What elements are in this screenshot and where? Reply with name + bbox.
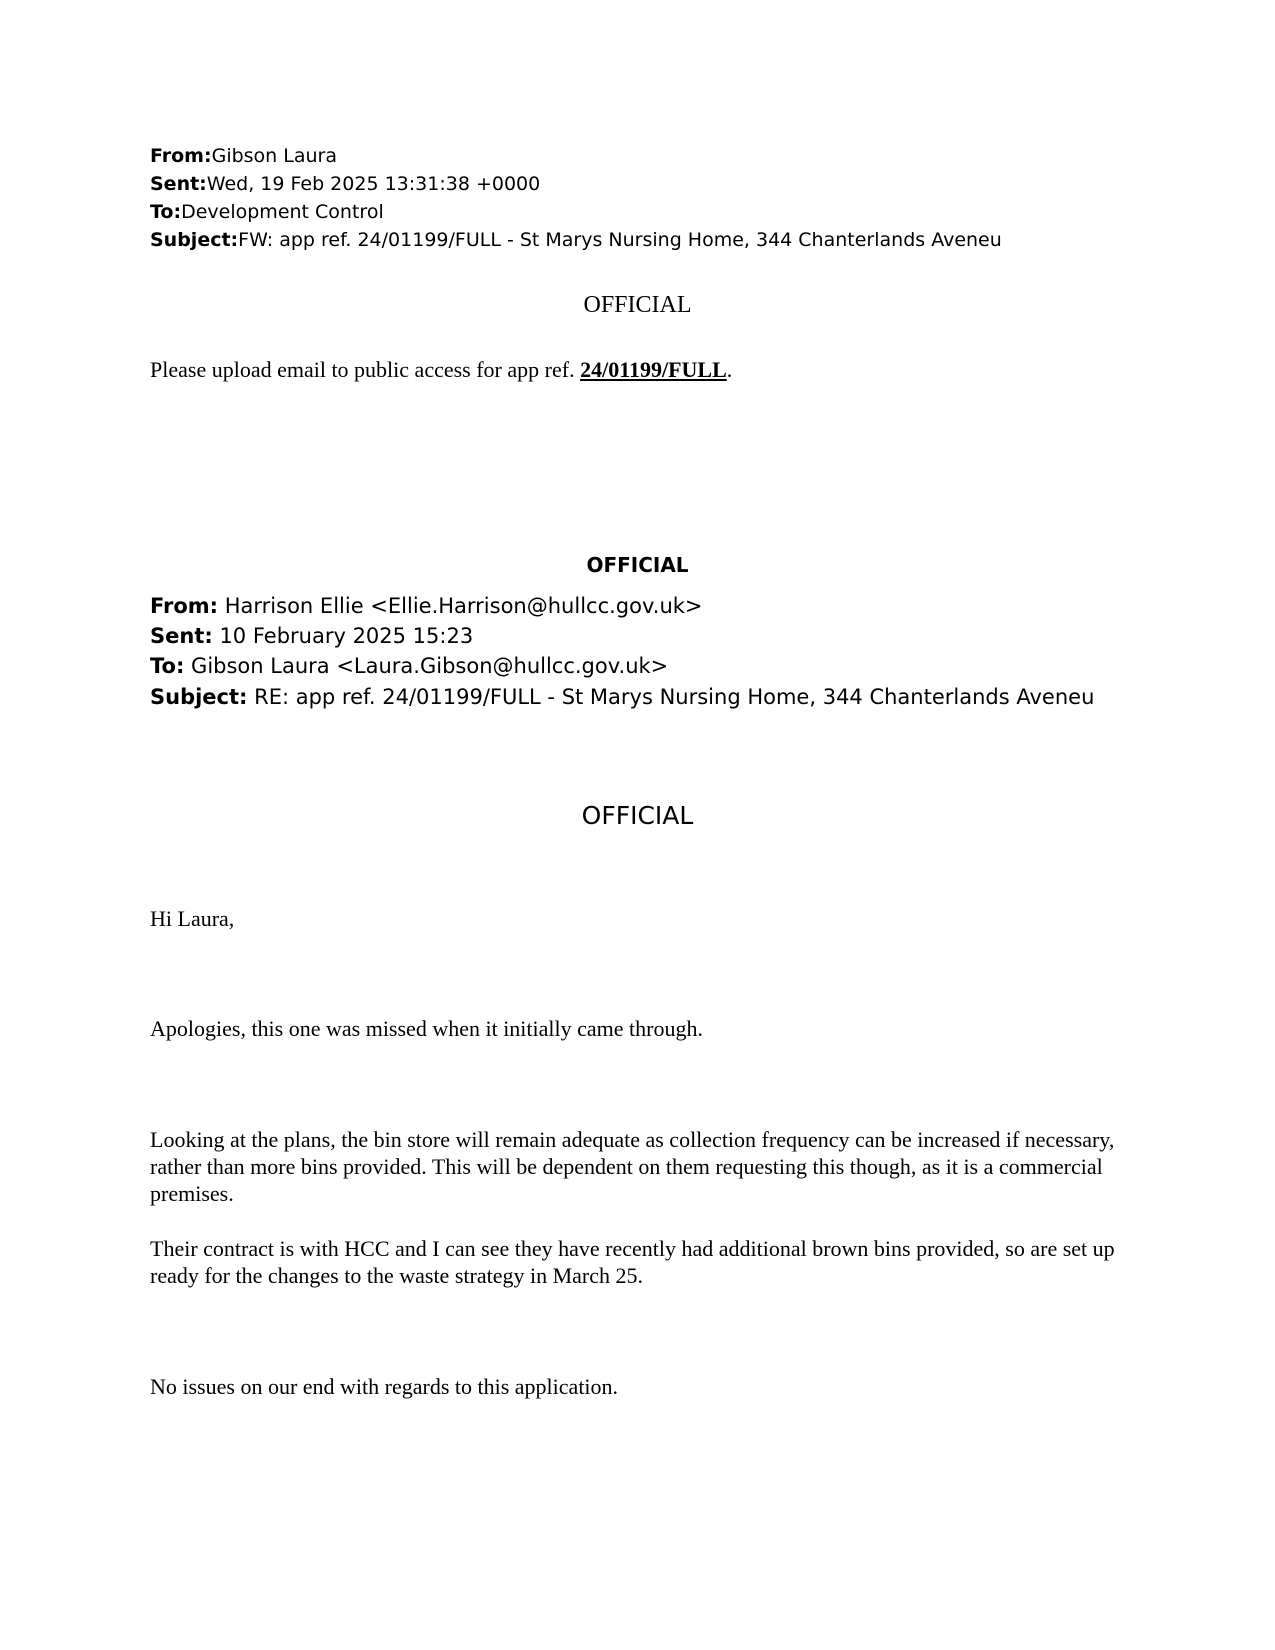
subject-label: Subject: — [150, 685, 248, 709]
forward-note — [150, 356, 732, 384]
to-value: Gibson Laura <Laura.Gibson@hullcc.gov.uk> — [184, 654, 669, 678]
message-greeting: Hi Laura, — [150, 906, 235, 931]
original-subject-line — [150, 682, 1094, 713]
app-ref-link[interactable]: 24/01199/FULL — [580, 357, 727, 382]
forward-note-text: Please upload email to public access for app ref. — [150, 357, 581, 382]
forward-from-line — [150, 142, 337, 170]
from-label: From: — [150, 145, 212, 167]
classification-mid: OFFICIAL — [586, 553, 689, 577]
message-paragraph-3: Their contract is with HCC and I can see they have recently had additional brown bins provided, so are set up ready for the changes to the waste strategy in March 25. — [150, 1236, 1115, 1288]
original-to-line — [150, 651, 668, 682]
subject-value: RE: app ref. 24/01199/FULL - St Marys Nursing Home, 344 Chanterlands Aveneu — [247, 685, 1095, 709]
subject-label: Subject: — [150, 229, 239, 251]
forward-to-line — [150, 198, 384, 226]
to-label: To: — [150, 201, 182, 223]
forward-subject-line — [150, 226, 1002, 254]
classification-top: OFFICIAL — [583, 292, 692, 318]
from-value: Gibson Laura — [211, 145, 337, 167]
sent-value: Wed, 19 Feb 2025 13:31:38 +0000 — [206, 173, 541, 195]
forward-sent-line — [150, 170, 540, 198]
message-paragraph-4: No issues on our end with regards to this application. — [150, 1374, 619, 1399]
message-paragraph-2: Looking at the plans, the bin store will remain adequate as collection frequency can be increased if necessary, rather than more bins provided. This will be dependent on them requesting this though, as it is a commercial premises. — [150, 1127, 1115, 1206]
sent-value: 10 February 2025 15:23 — [212, 624, 474, 648]
to-value: Development Control — [181, 201, 384, 223]
subject-value: FW: app ref. 24/01199/FULL - St Marys Nursing Home, 344 Chanterlands Aveneu — [238, 229, 1002, 251]
sent-label: Sent: — [150, 624, 213, 648]
message-paragraph-1: Apologies, this one was missed when it initially came through. — [150, 1016, 703, 1041]
from-value: Harrison Ellie <Ellie.Harrison@hullcc.gov.uk> — [218, 594, 703, 618]
forward-note-end: . — [726, 357, 733, 382]
sent-label: Sent: — [150, 173, 207, 195]
original-sent-line — [150, 621, 473, 652]
original-from-line — [150, 591, 703, 622]
classification-body: OFFICIAL — [581, 801, 694, 830]
from-label: From: — [150, 594, 219, 618]
to-label: To: — [150, 654, 185, 678]
